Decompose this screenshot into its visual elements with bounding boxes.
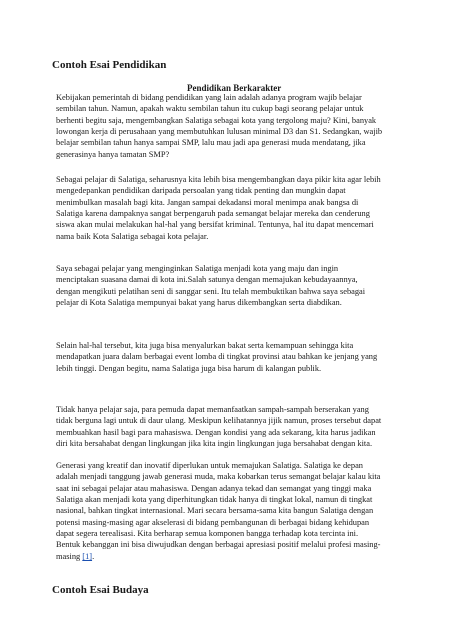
text-line: lowongan kerja di perusahaan yang membutuhkan lulusan minimal D3 dan S1. Sedangkan, wajib xyxy=(56,127,383,137)
text-line: pelajar di Kota Salatiga mempunyai bakat yang harus dikembangkan serta diabdikan. xyxy=(56,298,342,308)
reference-suffix: . xyxy=(92,551,95,561)
text-line: Selain hal-hal tersebut, kita juga bisa menyalurkan bakat serta kemampuan sehingga kita xyxy=(56,341,354,350)
text-line: nama baik Kota Salatiga sebagai kota pelajar. xyxy=(56,231,209,241)
text-line: Saya sebagai pelajar yang menginginkan Salatiga menjadi kota yang maju dan ingin xyxy=(56,264,339,273)
text-line: Generasi yang kreatif dan inovatif diperlukan untuk memajukan Salatiga. Salatiga ke depan xyxy=(56,461,363,470)
document-title: Contoh Esai Pendidikan xyxy=(52,59,167,71)
text-line: Kebijakan pemerintah di bidang pendidikan yang lain adalah adanya program wajib belajar xyxy=(56,93,362,102)
text-line: dengan mengikuti pelatihan seni di sanggar seni. Itu telah membuktikan bahwa saya sebagai xyxy=(56,286,366,296)
paragraph-4 xyxy=(56,340,377,374)
text-line: Salatiga karena dampaknya sangat berpengaruh pada semangat belajar mereka dan cenderung xyxy=(56,209,370,219)
text-line: menciptakan suasana damai di kota ini.Salah satunya dengan memajukan kebudayaannya, xyxy=(56,275,358,285)
text-line: Tidak hanya pelajar saja, para pemuda dapat memanfaatkan sampah-sampah berserakan yang xyxy=(56,405,369,414)
text-line: belajar sembilan tahun hanya sampai SMP, lalu mau jadi apa generasi muda mendatang, jika xyxy=(56,138,366,148)
text-line-last xyxy=(56,551,380,562)
text-line: sembilan tahun. Namun, apakah waktu sembilan tahun itu cukup bagi seorang pelajar untuk xyxy=(56,104,364,114)
text-line: membuahkan hasil bagi para mahasiswa. Dengan kondisi yang ada sekarang, kita harus jadikan xyxy=(56,427,376,437)
text-line: tidak berguna lagi untuk di daur ulang. Meskipun kelihatannya jijik namun, proses tersebut dapat xyxy=(56,416,382,426)
text-line: mendapatkan juara dalam berbagai event lomba di tingkat provinsi atau bahkan ke jenjang yang xyxy=(56,352,378,362)
text-line: Bentuk kebanggan ini bisa diwujudkan dengan berbagai apresiasi positif melalui profesi masing- xyxy=(56,540,381,550)
paragraph-6 xyxy=(56,460,380,562)
paragraph-2 xyxy=(56,174,381,242)
reference-link[interactable]: [1] xyxy=(82,551,93,561)
text-line: siswa akan mulai melakukan hal-hal yang bersifat kriminal. Tentunya, hal itu dapat mencemari xyxy=(56,220,374,230)
text-line: saat ini sebagai pelajar atau mahasiswa. Dengan adanya tekad dan semangat yang tinggi maka xyxy=(56,483,372,493)
text-line-fragment: masing xyxy=(56,551,83,561)
text-line: Sebagai pelajar di Salatiga, seharusnya kita lebih bisa mengembangkan daya pikir kita agar lebih xyxy=(56,175,381,184)
next-section-title: Contoh Esai Budaya xyxy=(52,584,149,596)
text-line: potensi masing-masing agar akselerasi di bidang pembangunan di berbagai bidang kehidupan xyxy=(56,517,370,527)
text-line: generasinya hanya tamatan SMP? xyxy=(56,149,170,159)
text-line: berhenti begitu saja, mengembangkan Salatiga sebagai kota yang tergolong maju? Kini, banyak xyxy=(56,115,377,125)
text-line: adalah menjadi tanggung jawab generasi muda, maka kobarkan terus semangat belajar kalau kita xyxy=(56,472,381,482)
paragraph-5 xyxy=(56,404,381,449)
document-subtitle: Pendidikan Berkarakter xyxy=(187,83,282,93)
paragraph-1 xyxy=(56,92,382,160)
paragraph-3 xyxy=(56,263,365,308)
text-line: Salatiga akan menjadi kota yang diperhitungkan tidak hanya di tingkat lokal, namun di tingkat xyxy=(56,495,373,505)
text-line: lebih tinggi. Dengan begitu, nama Salatiga juga bisa harum di kalangan publik. xyxy=(56,363,322,373)
text-line: dapat segera terealisasi. Kita berharap semua komponen bangga terhadap kota tercinta ini. xyxy=(56,529,359,539)
text-line: nasional, bahkan tingkat internasional. Mari secara bersama-sama kita bangun Salatiga dengan xyxy=(56,506,374,516)
text-line: menimbulkan masalah bagi kita. Jangan sampai dekadansi moral menimpa anak bangsa di xyxy=(56,197,359,207)
text-line: diri kita bersahabat dengan lingkungan jika kita ingin lingkungan juga bersahabat dengan kita. xyxy=(56,439,373,449)
text-line: mengedepankan pendidikan daripada persoalan yang tidak penting dan mungkin dapat xyxy=(56,186,346,196)
